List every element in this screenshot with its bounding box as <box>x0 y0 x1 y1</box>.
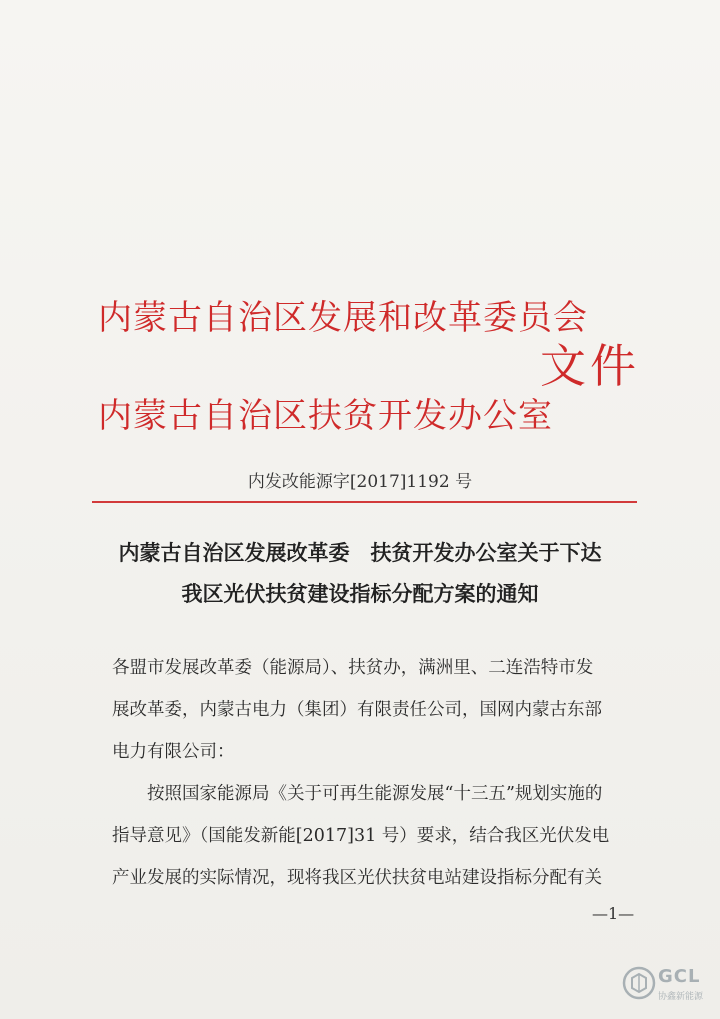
watermark-brand: GCL <box>658 966 701 987</box>
body-line: 各盟市发展改革委（能源局）、扶贫办，满洲里、二连浩特市发 <box>112 658 594 678</box>
gcl-logo-icon <box>622 966 656 1000</box>
page-number: —1— <box>592 904 635 923</box>
issuer-line-2: 内蒙古自治区扶贫开发办公室 <box>98 396 553 436</box>
notice-title-line-1: 内蒙古自治区发展改革委 扶贫开发办公室关于下达 <box>118 540 602 565</box>
watermark-subtitle: 协鑫新能源 <box>658 992 704 1002</box>
red-divider-line <box>92 501 637 503</box>
body-line: 产业发展的实际情况，现将我区光伏扶贫电站建设指标分配有关 <box>112 868 602 888</box>
body-line: 展改革委，内蒙古电力（集团）有限责任公司，国网内蒙古东部 <box>112 700 602 720</box>
issuer-line-1: 内蒙古自治区发展和改革委员会 <box>98 298 588 338</box>
watermark-logo <box>622 962 718 1012</box>
document-type-label: 文件 <box>540 339 640 393</box>
notice-title-line-2: 我区光伏扶贫建设指标分配方案的通知 <box>181 581 539 606</box>
body-line: 按照国家能源局《关于可再生能源发展“十三五”规划实施的 <box>112 784 603 804</box>
body-line: 电力有限公司： <box>112 742 235 762</box>
document-number: 内发改能源字[2017]1192 号 <box>247 472 473 492</box>
body-line: 指导意见》（国能发新能[2017]31 号）要求，结合我区光伏发电 <box>112 826 610 846</box>
